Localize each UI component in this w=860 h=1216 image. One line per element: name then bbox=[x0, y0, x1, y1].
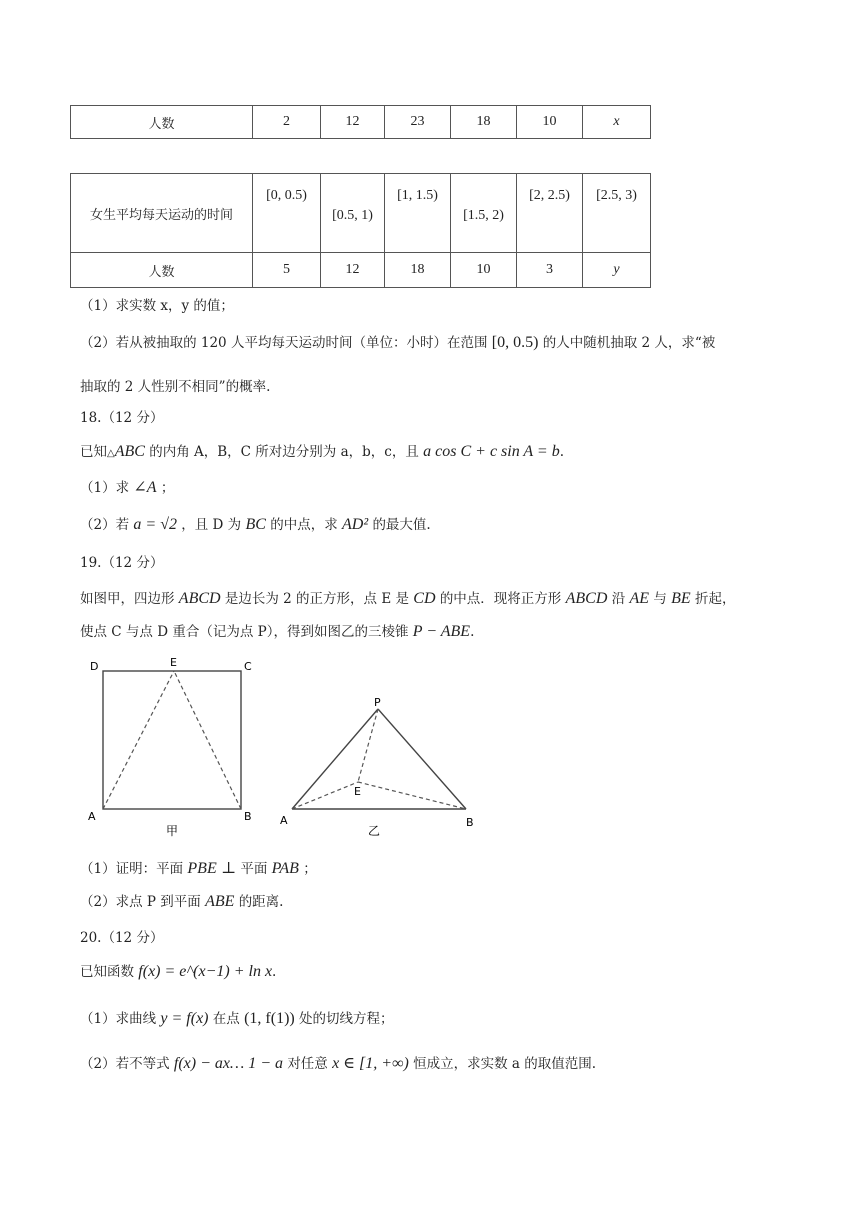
triangle-name: ABC bbox=[114, 443, 145, 460]
header-label: 女生平均每天运动的时间 bbox=[71, 174, 253, 253]
text: . bbox=[272, 964, 277, 980]
equation: a cos C + c sin A = b bbox=[423, 443, 560, 460]
label-a: A bbox=[88, 810, 96, 823]
triangle-symbol: △ bbox=[107, 448, 115, 459]
figure-caption: 乙 bbox=[368, 824, 381, 838]
q17-part2-cont: 抽取的 2 人性别不相同”的概率. bbox=[80, 379, 271, 395]
text: ，且 D 为 bbox=[181, 517, 242, 533]
table-cell: 10 bbox=[517, 106, 583, 139]
text: 如图甲，四边形 bbox=[80, 591, 175, 607]
dashed-edge-be bbox=[358, 782, 466, 809]
row-label: 人数 bbox=[71, 106, 253, 139]
angle: ∠A bbox=[133, 479, 157, 496]
dashed-line-ae bbox=[103, 671, 174, 809]
q19-stem-1 bbox=[80, 589, 735, 609]
equation: a = √2 bbox=[133, 516, 177, 533]
interval-cell: [1.5, 2) bbox=[451, 174, 517, 253]
table-girls-time bbox=[70, 173, 651, 288]
text: 是边长为 2 的正方形，点 E 是 bbox=[224, 591, 409, 607]
text: 的最大值. bbox=[372, 517, 431, 533]
segment: BE bbox=[671, 590, 691, 607]
figure-pyramid bbox=[275, 692, 490, 846]
table-cell: x bbox=[583, 106, 651, 139]
inequality: f(x) − ax… 1 − a bbox=[173, 1055, 284, 1072]
shape: ABCD bbox=[565, 590, 608, 607]
text: （2）若不等式 bbox=[80, 1056, 170, 1072]
table-cell: 5 bbox=[253, 253, 321, 288]
edge-pa bbox=[292, 709, 378, 809]
plane: ABE bbox=[205, 893, 235, 910]
text: 处的切线方程； bbox=[299, 1011, 394, 1027]
label-b: B bbox=[244, 810, 252, 823]
solid: P − ABE bbox=[412, 623, 471, 640]
table-cell: 12 bbox=[321, 106, 385, 139]
interval-cell: [2, 2.5) bbox=[517, 174, 583, 253]
q17-part2 bbox=[80, 333, 715, 353]
text: 的人中随机抽取 2 人，求“被 bbox=[542, 335, 716, 351]
equation: y = f(x) bbox=[160, 1010, 209, 1027]
label-d: D bbox=[90, 660, 99, 673]
q20-part2 bbox=[80, 1054, 596, 1074]
table-cell: 3 bbox=[517, 253, 583, 288]
text: . bbox=[559, 444, 564, 460]
label-c: C bbox=[244, 660, 252, 673]
text: 在点 bbox=[212, 1011, 240, 1027]
text: （1）证明：平面 bbox=[80, 861, 184, 877]
table-row bbox=[71, 106, 651, 139]
square-outline bbox=[103, 671, 241, 809]
expression: AD² bbox=[342, 516, 369, 533]
table-cell: 10 bbox=[451, 253, 517, 288]
text: 恒成立，求实数 a 的取值范围. bbox=[413, 1056, 597, 1072]
text: （1）求 bbox=[80, 480, 130, 496]
label-b: B bbox=[466, 816, 474, 829]
q19-number: 19.（12 分） bbox=[80, 555, 164, 571]
text: 的距离. bbox=[238, 894, 284, 910]
q19-stem-2 bbox=[80, 622, 474, 642]
text: 已知函数 bbox=[80, 964, 134, 980]
text: 的内角 A，B，C 所对边分别为 a，b，c，且 bbox=[149, 444, 419, 460]
text: （1）求曲线 bbox=[80, 1011, 157, 1027]
row-label: 人数 bbox=[71, 253, 253, 288]
segment: CD bbox=[413, 590, 436, 607]
table-header-row bbox=[71, 174, 651, 253]
text: . bbox=[470, 624, 475, 640]
dashed-edge-ae bbox=[292, 782, 358, 809]
segment: AE bbox=[629, 590, 650, 607]
plane: PBE bbox=[187, 860, 217, 877]
text: 的中点，求 bbox=[270, 517, 338, 533]
label-e: E bbox=[354, 785, 361, 798]
interval: [0, 0.5) bbox=[491, 334, 539, 351]
text: 使点 C 与点 D 重合（记为点 P），得到如图乙的三棱锥 bbox=[80, 624, 409, 640]
range: x ∈ [1, +∞) bbox=[332, 1055, 409, 1072]
point: (1, f(1)) bbox=[244, 1010, 295, 1027]
q18-number: 18.（12 分） bbox=[80, 410, 164, 426]
segment: BC bbox=[245, 516, 266, 533]
shape: ABCD bbox=[178, 590, 221, 607]
interval-cell: [0, 0.5) bbox=[253, 174, 321, 253]
q20-stem bbox=[80, 962, 276, 982]
text: （2）求点 P 到平面 bbox=[80, 894, 201, 910]
text: 已知 bbox=[80, 444, 107, 460]
text: ； bbox=[303, 861, 317, 877]
table-cell: 23 bbox=[385, 106, 451, 139]
interval-cell: [2.5, 3) bbox=[583, 174, 651, 253]
text: 折起， bbox=[694, 591, 736, 607]
text: 平面 bbox=[240, 861, 268, 877]
interval-cell: [1, 1.5) bbox=[385, 174, 451, 253]
q18-part1 bbox=[80, 478, 174, 498]
q18-stem bbox=[80, 442, 564, 464]
text: 与 bbox=[653, 591, 667, 607]
plane: PAB bbox=[271, 860, 299, 877]
function: f(x) = e^(x−1) + ln x bbox=[138, 963, 273, 980]
table-cell: 12 bbox=[321, 253, 385, 288]
text: 的中点．现将正方形 bbox=[439, 591, 562, 607]
table-cell: 18 bbox=[385, 253, 451, 288]
perp-symbol: ⊥ bbox=[221, 860, 237, 877]
text: （2）若 bbox=[80, 517, 130, 533]
figure-square bbox=[80, 652, 280, 846]
interval-cell: [0.5, 1) bbox=[321, 174, 385, 253]
edge-pb bbox=[378, 709, 466, 809]
label-e: E bbox=[170, 656, 177, 669]
table-row bbox=[71, 253, 651, 288]
q18-part2 bbox=[80, 515, 431, 535]
dashed-line-be bbox=[174, 671, 241, 809]
text: ； bbox=[160, 480, 175, 496]
q20-number: 20.（12 分） bbox=[80, 930, 164, 946]
q19-part1 bbox=[80, 859, 317, 879]
table-cell: 2 bbox=[253, 106, 321, 139]
q17-part1: （1）求实数 x，y 的值； bbox=[80, 298, 234, 314]
label-p: P bbox=[374, 696, 381, 709]
figure-caption: 甲 bbox=[166, 824, 179, 838]
table-boys-count bbox=[70, 105, 651, 139]
q19-part2 bbox=[80, 892, 283, 912]
label-a: A bbox=[280, 814, 288, 827]
q20-part1 bbox=[80, 1009, 394, 1029]
text: 对任意 bbox=[287, 1056, 328, 1072]
table-cell: 18 bbox=[451, 106, 517, 139]
text: 沿 bbox=[611, 591, 626, 607]
table-cell: y bbox=[583, 253, 651, 288]
text: （2）若从被抽取的 120 人平均每天运动时间（单位：小时）在范围 bbox=[80, 335, 488, 351]
